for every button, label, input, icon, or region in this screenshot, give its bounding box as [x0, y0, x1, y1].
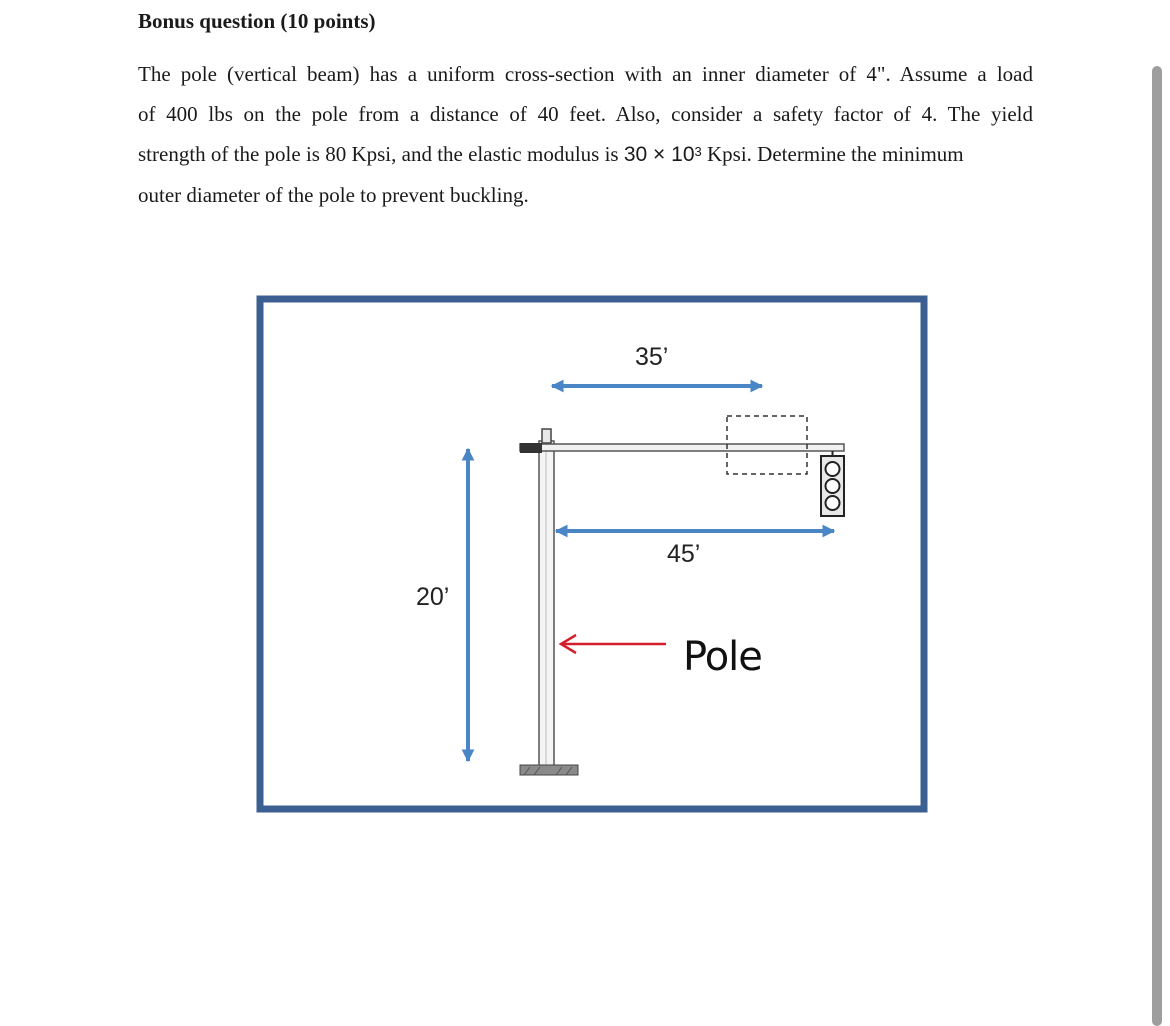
question-line-4: outer diameter of the pole to prevent buckling. [138, 183, 529, 207]
figure-drawing [256, 295, 928, 813]
question-line-1: The pole (vertical beam) has a uniform cross-section with an inner diameter of 4". Assume a load [138, 62, 1033, 86]
question-body [138, 54, 1033, 215]
dimension-label-35: 35’ [635, 343, 669, 371]
traffic-pole-figure [256, 295, 928, 813]
question-line-3-text: strength of the pole is 80 Kpsi, and the elastic modulus is [138, 142, 624, 166]
pole-label: Pole [683, 634, 762, 680]
vertical-scrollbar[interactable] [1152, 66, 1162, 1026]
question-line-3-end: Kpsi. Determine the minimum [701, 142, 964, 166]
question-title: Bonus question (10 points) [138, 9, 376, 33]
pole-pointer-arrow [561, 635, 666, 653]
elastic-modulus-value: 30 × 10 [623, 143, 695, 166]
figure-frame [260, 299, 924, 809]
dimension-label-20: 20’ [416, 583, 450, 611]
elastic-modulus-exponent: 3 [694, 144, 702, 159]
question-line-2: of 400 lbs on the pole from a distance of 40 feet. Also, consider a safety factor of 4. The yield [138, 102, 1033, 126]
pole-cap [542, 429, 551, 443]
mast-arm [520, 444, 844, 451]
question-line-3 [138, 134, 1033, 175]
dimension-label-45: 45’ [667, 540, 701, 568]
